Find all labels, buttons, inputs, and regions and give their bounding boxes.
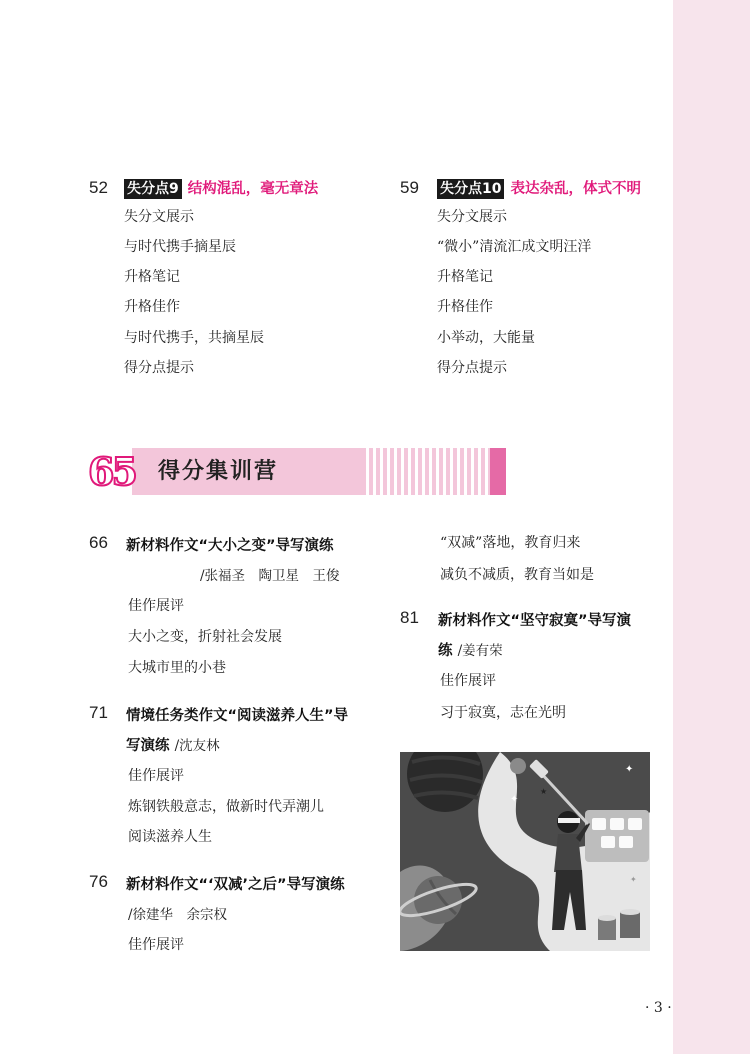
- entry-title[interactable]: 情境任务类作文“阅读滋养人生”导: [126, 708, 349, 724]
- entry-author: /张福圣 陶卫星 王俊: [200, 568, 340, 584]
- toc-item[interactable]: 失分文展示: [437, 209, 507, 225]
- toc-item[interactable]: 升格佳作: [437, 299, 493, 315]
- entry-title-line2[interactable]: 练 /姜有荣: [438, 643, 503, 659]
- entry-title[interactable]: 新材料作文“大小之变”导写演练: [126, 538, 334, 554]
- toc-item[interactable]: “微小”清流汇成文明汪洋: [437, 239, 592, 255]
- entry-page-number: 76: [89, 872, 108, 891]
- lose-point-tag: 失分点9: [124, 179, 182, 199]
- entry-author: /沈友林: [174, 738, 220, 754]
- banner-stripes: [362, 448, 490, 495]
- toc-item[interactable]: “双减”落地，教育归来: [440, 535, 581, 551]
- entry-page-number: 52: [89, 178, 108, 197]
- entry-title: 结构混乱，毫无章法: [187, 181, 319, 197]
- page-number: · 3 ·: [645, 1000, 672, 1016]
- entry-title[interactable]: 新材料作文“‘双减’之后”导写演练: [126, 877, 345, 893]
- banner-end-block: [490, 448, 506, 495]
- toc-item[interactable]: 阅读滋养人生: [128, 829, 212, 845]
- toc-item[interactable]: 升格笔记: [437, 269, 493, 285]
- svg-text:★: ★: [540, 787, 548, 796]
- toc-item[interactable]: 习于寂寞，志在光明: [440, 705, 566, 721]
- svg-text:✦: ✦: [510, 794, 519, 805]
- lose-point-tag: 失分点10: [437, 179, 504, 199]
- entry-heading[interactable]: [124, 177, 318, 199]
- toc-item[interactable]: 升格佳作: [124, 299, 180, 315]
- toc-item[interactable]: 减负不减质，教育当如是: [440, 567, 594, 583]
- toc-item[interactable]: 佳作展评: [440, 673, 496, 689]
- toc-item[interactable]: 大小之变，折射社会发展: [128, 629, 282, 645]
- entry-title-line2[interactable]: 写演练 /沈友林: [126, 738, 220, 754]
- toc-item[interactable]: 与时代携手摘星辰: [124, 239, 236, 255]
- woman-painting-space-illustration: [400, 752, 650, 951]
- side-color-band: [673, 0, 750, 1054]
- toc-item[interactable]: 得分点提示: [124, 360, 194, 376]
- entry-heading[interactable]: [437, 177, 641, 199]
- entry-title: 表达杂乱，体式不明: [510, 181, 641, 197]
- toc-item[interactable]: 大城市里的小巷: [128, 660, 226, 676]
- toc-item[interactable]: 失分文展示: [124, 209, 194, 225]
- entry-page-number: 81: [400, 608, 419, 627]
- toc-item[interactable]: 佳作展评: [128, 598, 184, 614]
- toc-item[interactable]: 升格笔记: [124, 269, 180, 285]
- banner-title: 得分集训营: [158, 458, 279, 484]
- banner-page-number: 65: [88, 449, 135, 494]
- toc-item[interactable]: 佳作展评: [128, 768, 184, 784]
- entry-page-number: 66: [89, 533, 108, 552]
- entry-title[interactable]: 新材料作文“坚守寂寞”导写演: [438, 613, 632, 629]
- toc-item[interactable]: 炼钢铁般意志，做新时代弄潮儿: [128, 799, 324, 815]
- toc-item[interactable]: 与时代携手，共摘星辰: [124, 330, 264, 346]
- entry-page-number: 71: [89, 703, 108, 722]
- entry-author: /徐建华 余宗权: [128, 907, 228, 923]
- entry-author: /姜有荣: [457, 643, 503, 659]
- toc-item[interactable]: 得分点提示: [437, 360, 507, 376]
- section-banner: [88, 448, 506, 495]
- toc-item[interactable]: 小举动，大能量: [437, 330, 535, 346]
- svg-text:✦: ✦: [630, 875, 637, 884]
- entry-page-number: 59: [400, 178, 419, 197]
- toc-item[interactable]: 佳作展评: [128, 937, 184, 953]
- svg-text:✦: ✦: [625, 764, 634, 775]
